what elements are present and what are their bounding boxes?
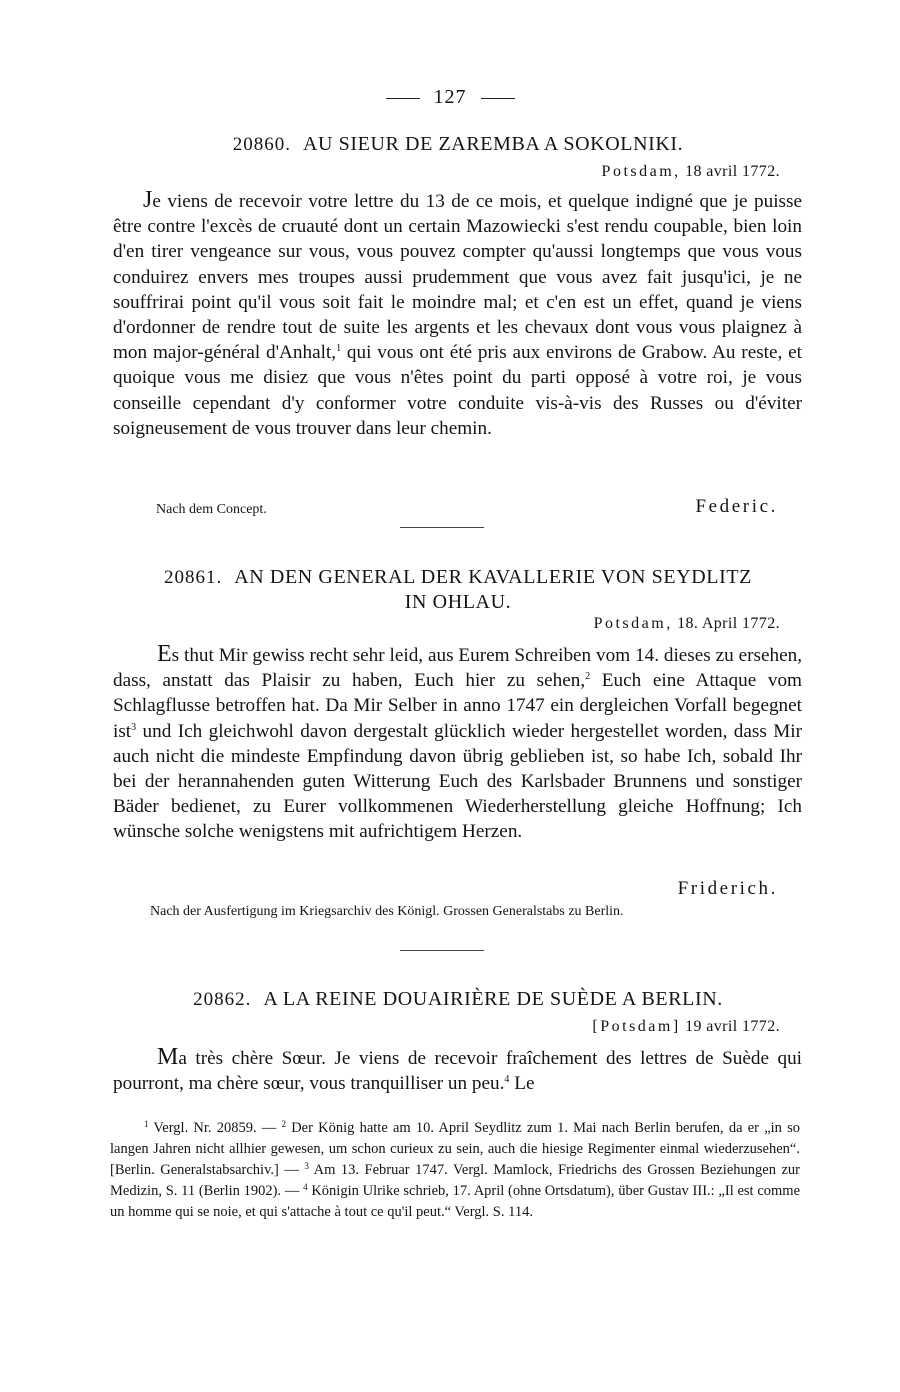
letter-text: s thut Mir gewiss recht sehr leid, aus Eurem Schreiben vom 14. dieses zu ersehen, dass, anstatt das Plaisir zu haben, Euch hier zu sehen, [113, 645, 802, 692]
letter-dateline [602, 163, 780, 181]
footnote-number: 3 [304, 1161, 309, 1171]
date-place: Potsdam, [601, 163, 681, 180]
page-number-dash-left [386, 98, 420, 99]
letter-heading [108, 132, 808, 157]
date-text: 18. April 1772. [677, 615, 780, 632]
footnote-ref: 3 [131, 721, 137, 733]
letter-text: e viens de recevoir votre lettre du 13 de ce mois, et quelque indigné que je puisse être contre l'excès de cruauté dont un certain Mazowiecki s'est rendu coupable, bien loin d'en tirer vengeance sur vous, vous pouvez compter qu'aussi longtemps que vous vous conduirez envers mes troupes aussi prudemment que vous avez fait jusqu'ici, je ne souffrirai point qu'il vous soit fait le moindre mal; et c'en est un effet, quand je viens d'ordonner de rendre tout de suite les argents et les chevaux dont vous vous plaignez à mon major-général d'Anhalt, [113, 191, 802, 364]
letter-dateline [594, 615, 780, 633]
section-divider [400, 950, 484, 951]
footnote-ref: 1 [336, 343, 342, 355]
footnote-ref: 2 [585, 671, 591, 683]
letter-initial: E [157, 641, 172, 667]
footnote-text: Am 13. Februar 1747. Vergl. Mamlock, Friedrichs des Grossen Beziehungen zur Medizin, S. 11 (Berlin 1902). — [110, 1162, 800, 1199]
letter-signature: Friderich. [677, 878, 778, 899]
letter-body [113, 642, 802, 845]
page-number [0, 86, 900, 109]
date-place: [Potsdam] [592, 1018, 681, 1035]
footnote-text: Der König hatte am 10. April Seydlitz zum 1. Mai nach Berlin berufen, da er „in so langen Jahren nicht allhier gewesen, um schon curieux zu sein, auch die hiesige Regimenter einmal wiederzusehen“. [Berlin. Generalstabsarchiv.] — [110, 1120, 801, 1178]
letter-heading [108, 987, 808, 1012]
letter-text: Euch eine Attaque vom Schlagflusse betroffen hat. Da Mir Selber in anno 1747 ein dergleichen Vorfall begegnet ist [113, 670, 802, 742]
letter-signature: Federic. [695, 496, 778, 517]
letter-text: Le [509, 1073, 535, 1095]
footnote-number: 4 [303, 1182, 308, 1192]
footnote-number: 2 [281, 1119, 287, 1129]
letter-dateline [592, 1018, 780, 1036]
letter-title-line2: IN OHLAU. [404, 591, 512, 613]
letter-title: AN DEN GENERAL DER KAVALLERIE VON SEYDLITZ [234, 566, 752, 588]
date-text: 19 avril 1772. [685, 1018, 780, 1035]
letter-source: Nach der Ausfertigung im Kriegsarchiv des Königl. Grossen Generalstabs zu Berlin. [150, 904, 624, 919]
letter-body [113, 1045, 802, 1096]
letter-text: und Ich gleichwohl davon dergestalt glücklich wieder hergestellet worden, dass Mir auch nicht die mindeste Empfindung davon übrig geblieben ist, so habe Ich, sobald Ihr bei der herannahenden guten Witterung Euch des Karlsbader Brunnens und sonstiger Bäder bedienet, zu Eurer vollkommenen Wiederherstellung gleiche Hoffnung; Ich wünsche solche wenigstens mit aufrichtigem Herzen. [113, 720, 802, 843]
letter-initial: J [143, 187, 153, 213]
footnotes [110, 1118, 800, 1223]
letter-initial: M [157, 1044, 179, 1070]
date-place: Potsdam, [593, 615, 673, 632]
footnote-text: Vergl. Nr. 20859. — [148, 1120, 282, 1136]
letter-heading [108, 565, 808, 615]
footnote-text: Königin Ulrike schrieb, 17. April (ohne Ortsdatum), über Gustav III.: „Il est comme un homme qui se noie, et qui s'attache à tout ce qu'il peut.“ Vergl. S. 114. [110, 1183, 801, 1220]
letter-body [113, 188, 802, 441]
letter-number: 20862. [193, 989, 252, 1010]
letter-title: AU SIEUR DE ZAREMBA A SOKOLNIKI. [302, 133, 684, 155]
letter-number: 20861. [163, 567, 223, 588]
letter-title: A LA REINE DOUAIRIÈRE DE SUÈDE A BERLIN. [263, 988, 723, 1010]
date-text: 18 avril 1772. [685, 163, 780, 180]
footnote-block [110, 1118, 800, 1223]
footnote-ref: 4 [504, 1074, 510, 1086]
letter-number: 20860. [232, 134, 291, 155]
page-number-dash-right [481, 98, 515, 99]
page-number-text: 127 [433, 86, 467, 108]
letter-text-end: qui vous ont été pris aux environs de Grabow. Au reste, et quoique vous me disiez que vous n'êtes point du parti opposé à votre roi, je vous conseille cependant d'y conformer votre conduite vis-à-vis des Russes ou d'éviter soigneusement de vous trouver dans leur chemin. [113, 342, 803, 439]
footnote-number: 1 [144, 1119, 149, 1129]
letter-text: a très chère Sœur. Je viens de recevoir fraîchement des lettres de Suède qui pourront, ma chère sœur, vous tranquilliser un peu. [113, 1048, 802, 1095]
letter-source: Nach dem Concept. [156, 502, 267, 517]
section-divider [400, 527, 484, 528]
